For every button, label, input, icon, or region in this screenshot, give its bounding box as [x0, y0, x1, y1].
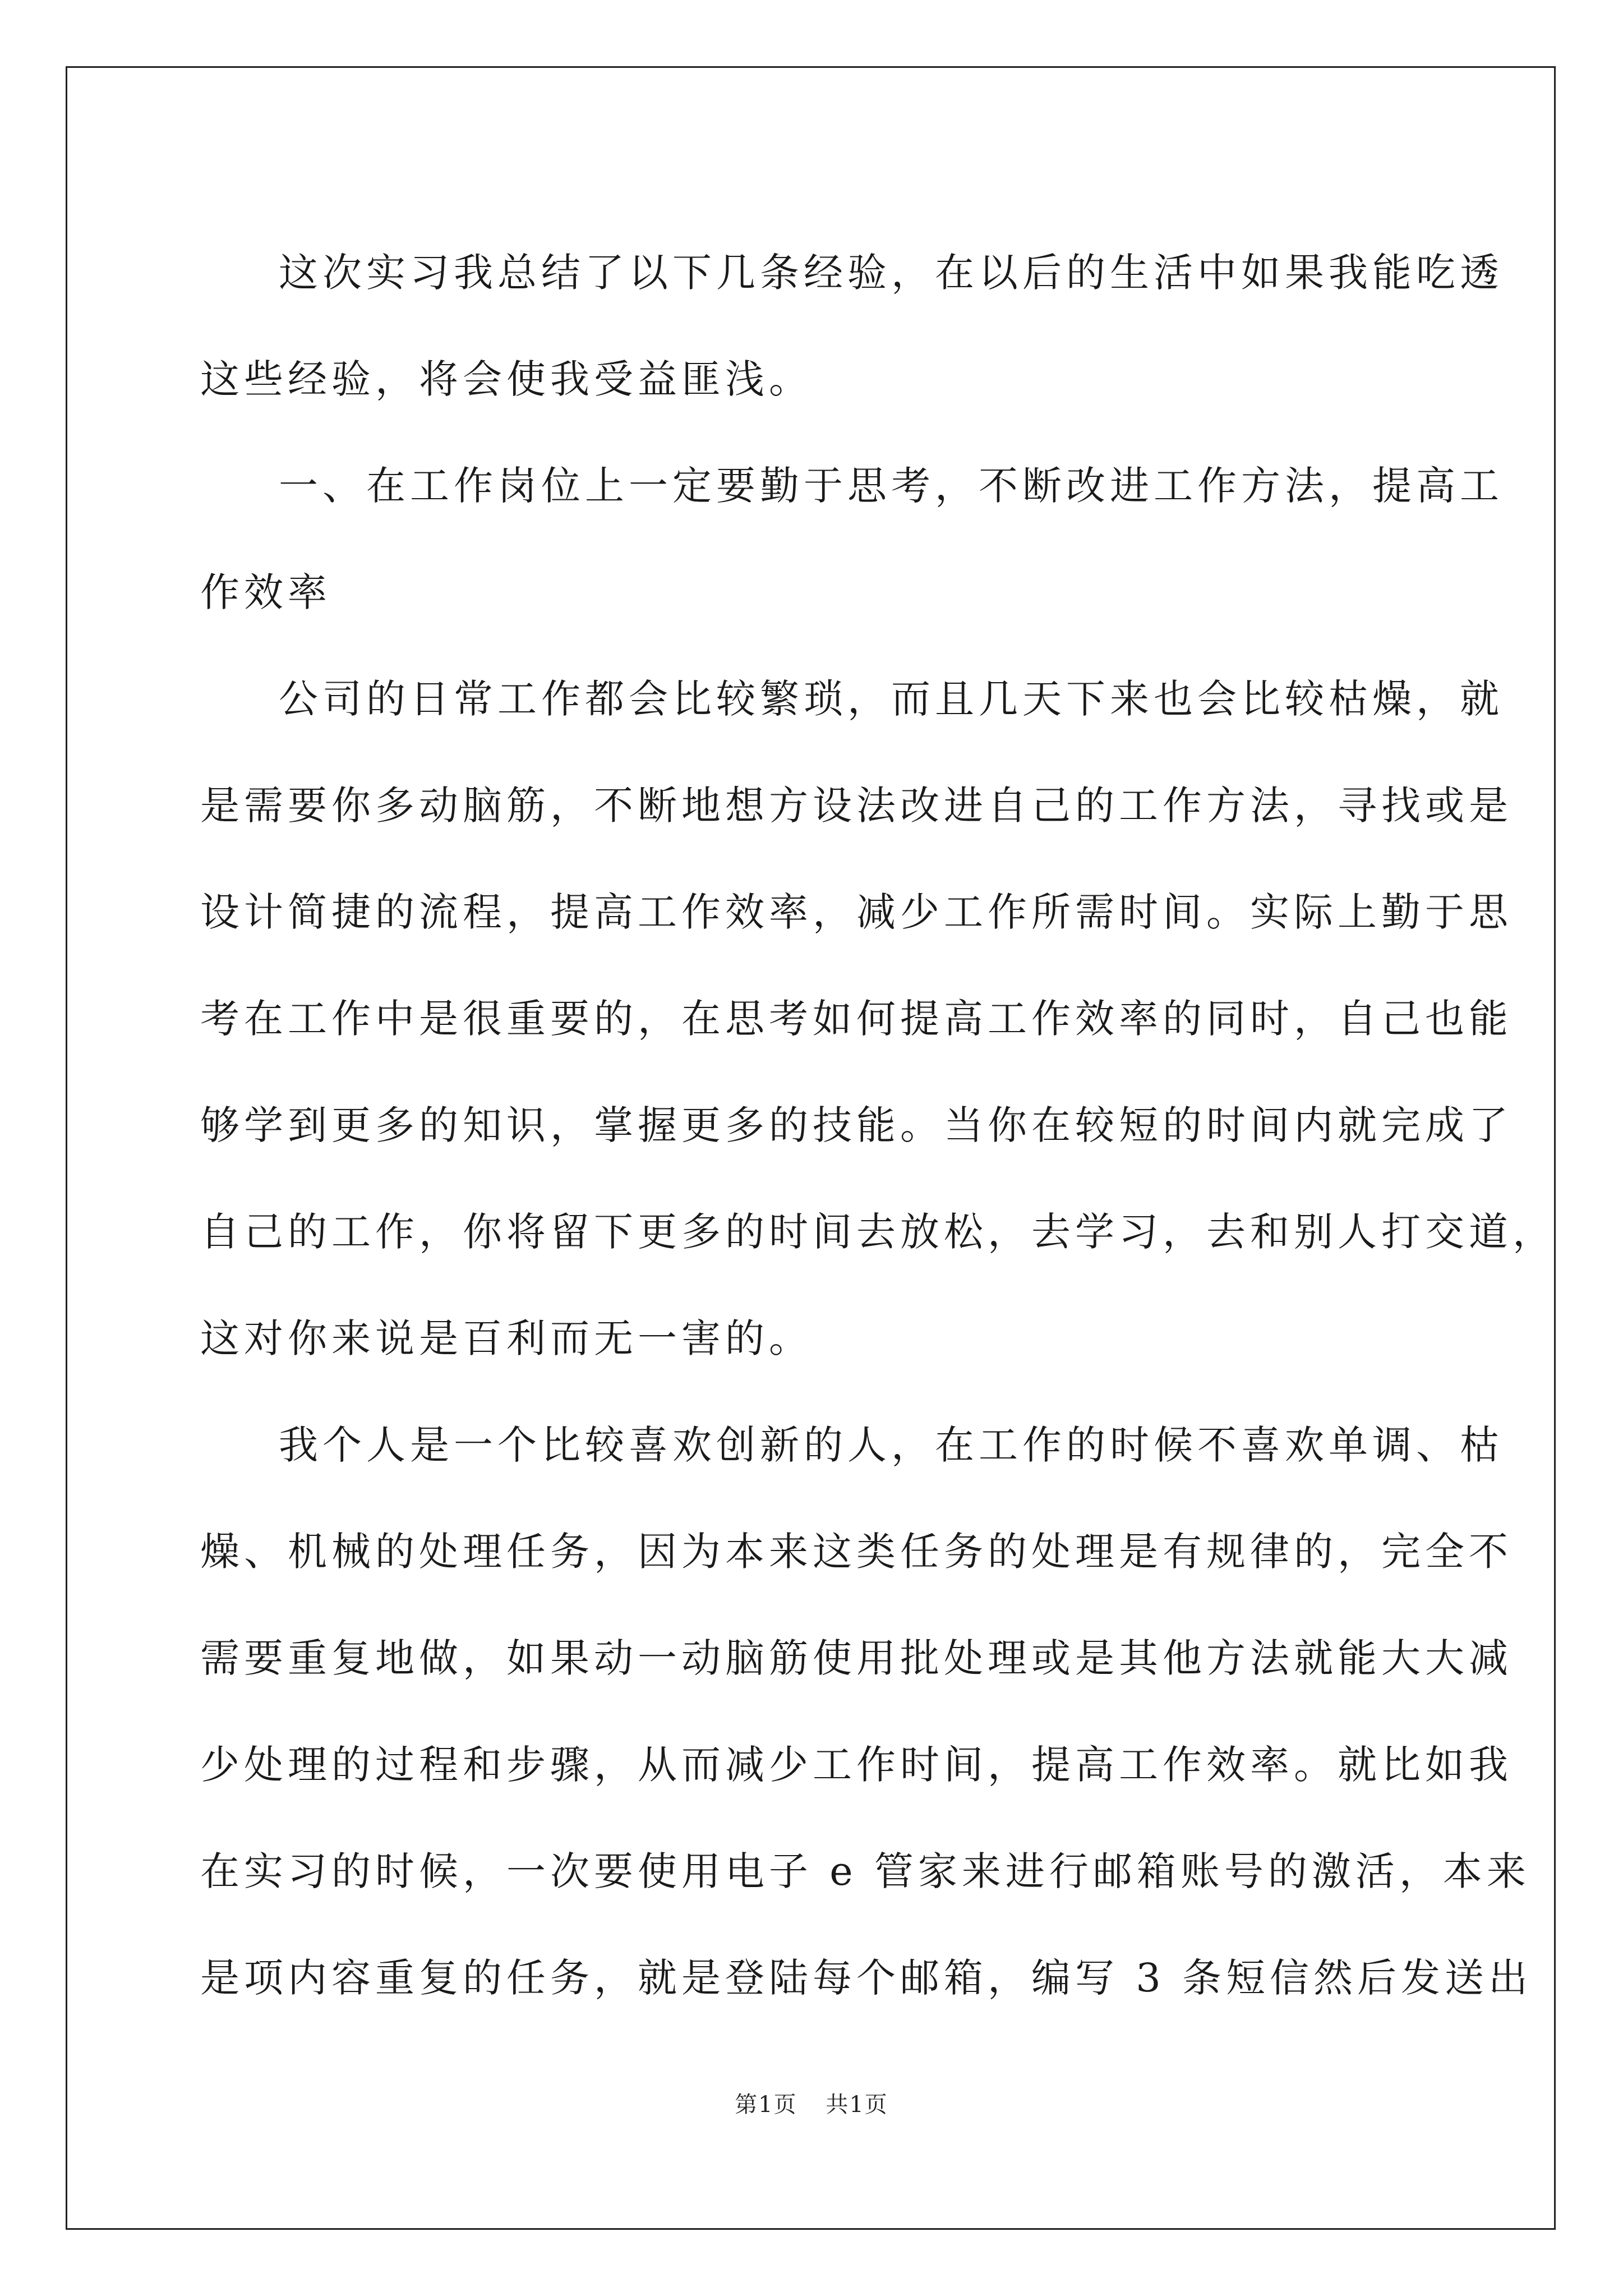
section-heading-line: 一、在工作岗位上一定要勤于思考，不断改进工作方法，提高工	[279, 462, 1504, 509]
page-number: 第1页	[735, 2092, 797, 2118]
paragraph-line: 公司的日常工作都会比较繁琐，而且几天下来也会比较枯燥，就	[279, 675, 1504, 722]
page-footer	[0, 2087, 1623, 2119]
document-body	[200, 216, 1556, 2028]
paragraph-line: 我个人是一个比较喜欢创新的人，在工作的时候不喜欢单调、枯	[279, 1421, 1504, 1468]
paragraph-line: 是项内容重复的任务，就是登陆每个邮箱，编写 3 条短信然后发送出	[200, 1954, 1533, 2001]
paragraph-line: 是需要你多动脑筋，不断地想方设法改进自己的工作方法，寻找或是	[200, 782, 1513, 829]
paragraph-line: 这些经验，将会使我受益匪浅。	[200, 356, 813, 402]
paragraph-line: 少处理的过程和步骤，从而减少工作时间，提高工作效率。就比如我	[200, 1741, 1513, 1788]
paragraph-line: 需要重复地做，如果动一动脑筋使用批处理或是其他方法就能大大减	[200, 1635, 1513, 1681]
paragraph-line: 够学到更多的知识，掌握更多的技能。当你在较短的时间内就完成了	[200, 1102, 1513, 1148]
section-heading-line: 作效率	[200, 569, 331, 615]
page-total: 共1页	[826, 2092, 888, 2118]
paragraph-line: 自己的工作，你将留下更多的时间去放松，去学习，去和别人打交道，	[200, 1208, 1556, 1255]
paragraph-line: 设计简捷的流程，提高工作效率，减少工作所需时间。实际上勤于思	[200, 889, 1513, 935]
paragraph-line: 这对你来说是百利而无一害的。	[200, 1315, 813, 1361]
paragraph-line: 考在工作中是很重要的，在思考如何提高工作效率的同时，自己也能	[200, 995, 1513, 1042]
paragraph-line: 这次实习我总结了以下几条经验，在以后的生活中如果我能吃透	[279, 249, 1504, 296]
paragraph-line: 在实习的时候，一次要使用电子 e 管家来进行邮箱账号的激活，本来	[200, 1848, 1530, 1894]
paragraph-line: 燥、机械的处理任务，因为本来这类任务的处理是有规律的，完全不	[200, 1528, 1513, 1575]
